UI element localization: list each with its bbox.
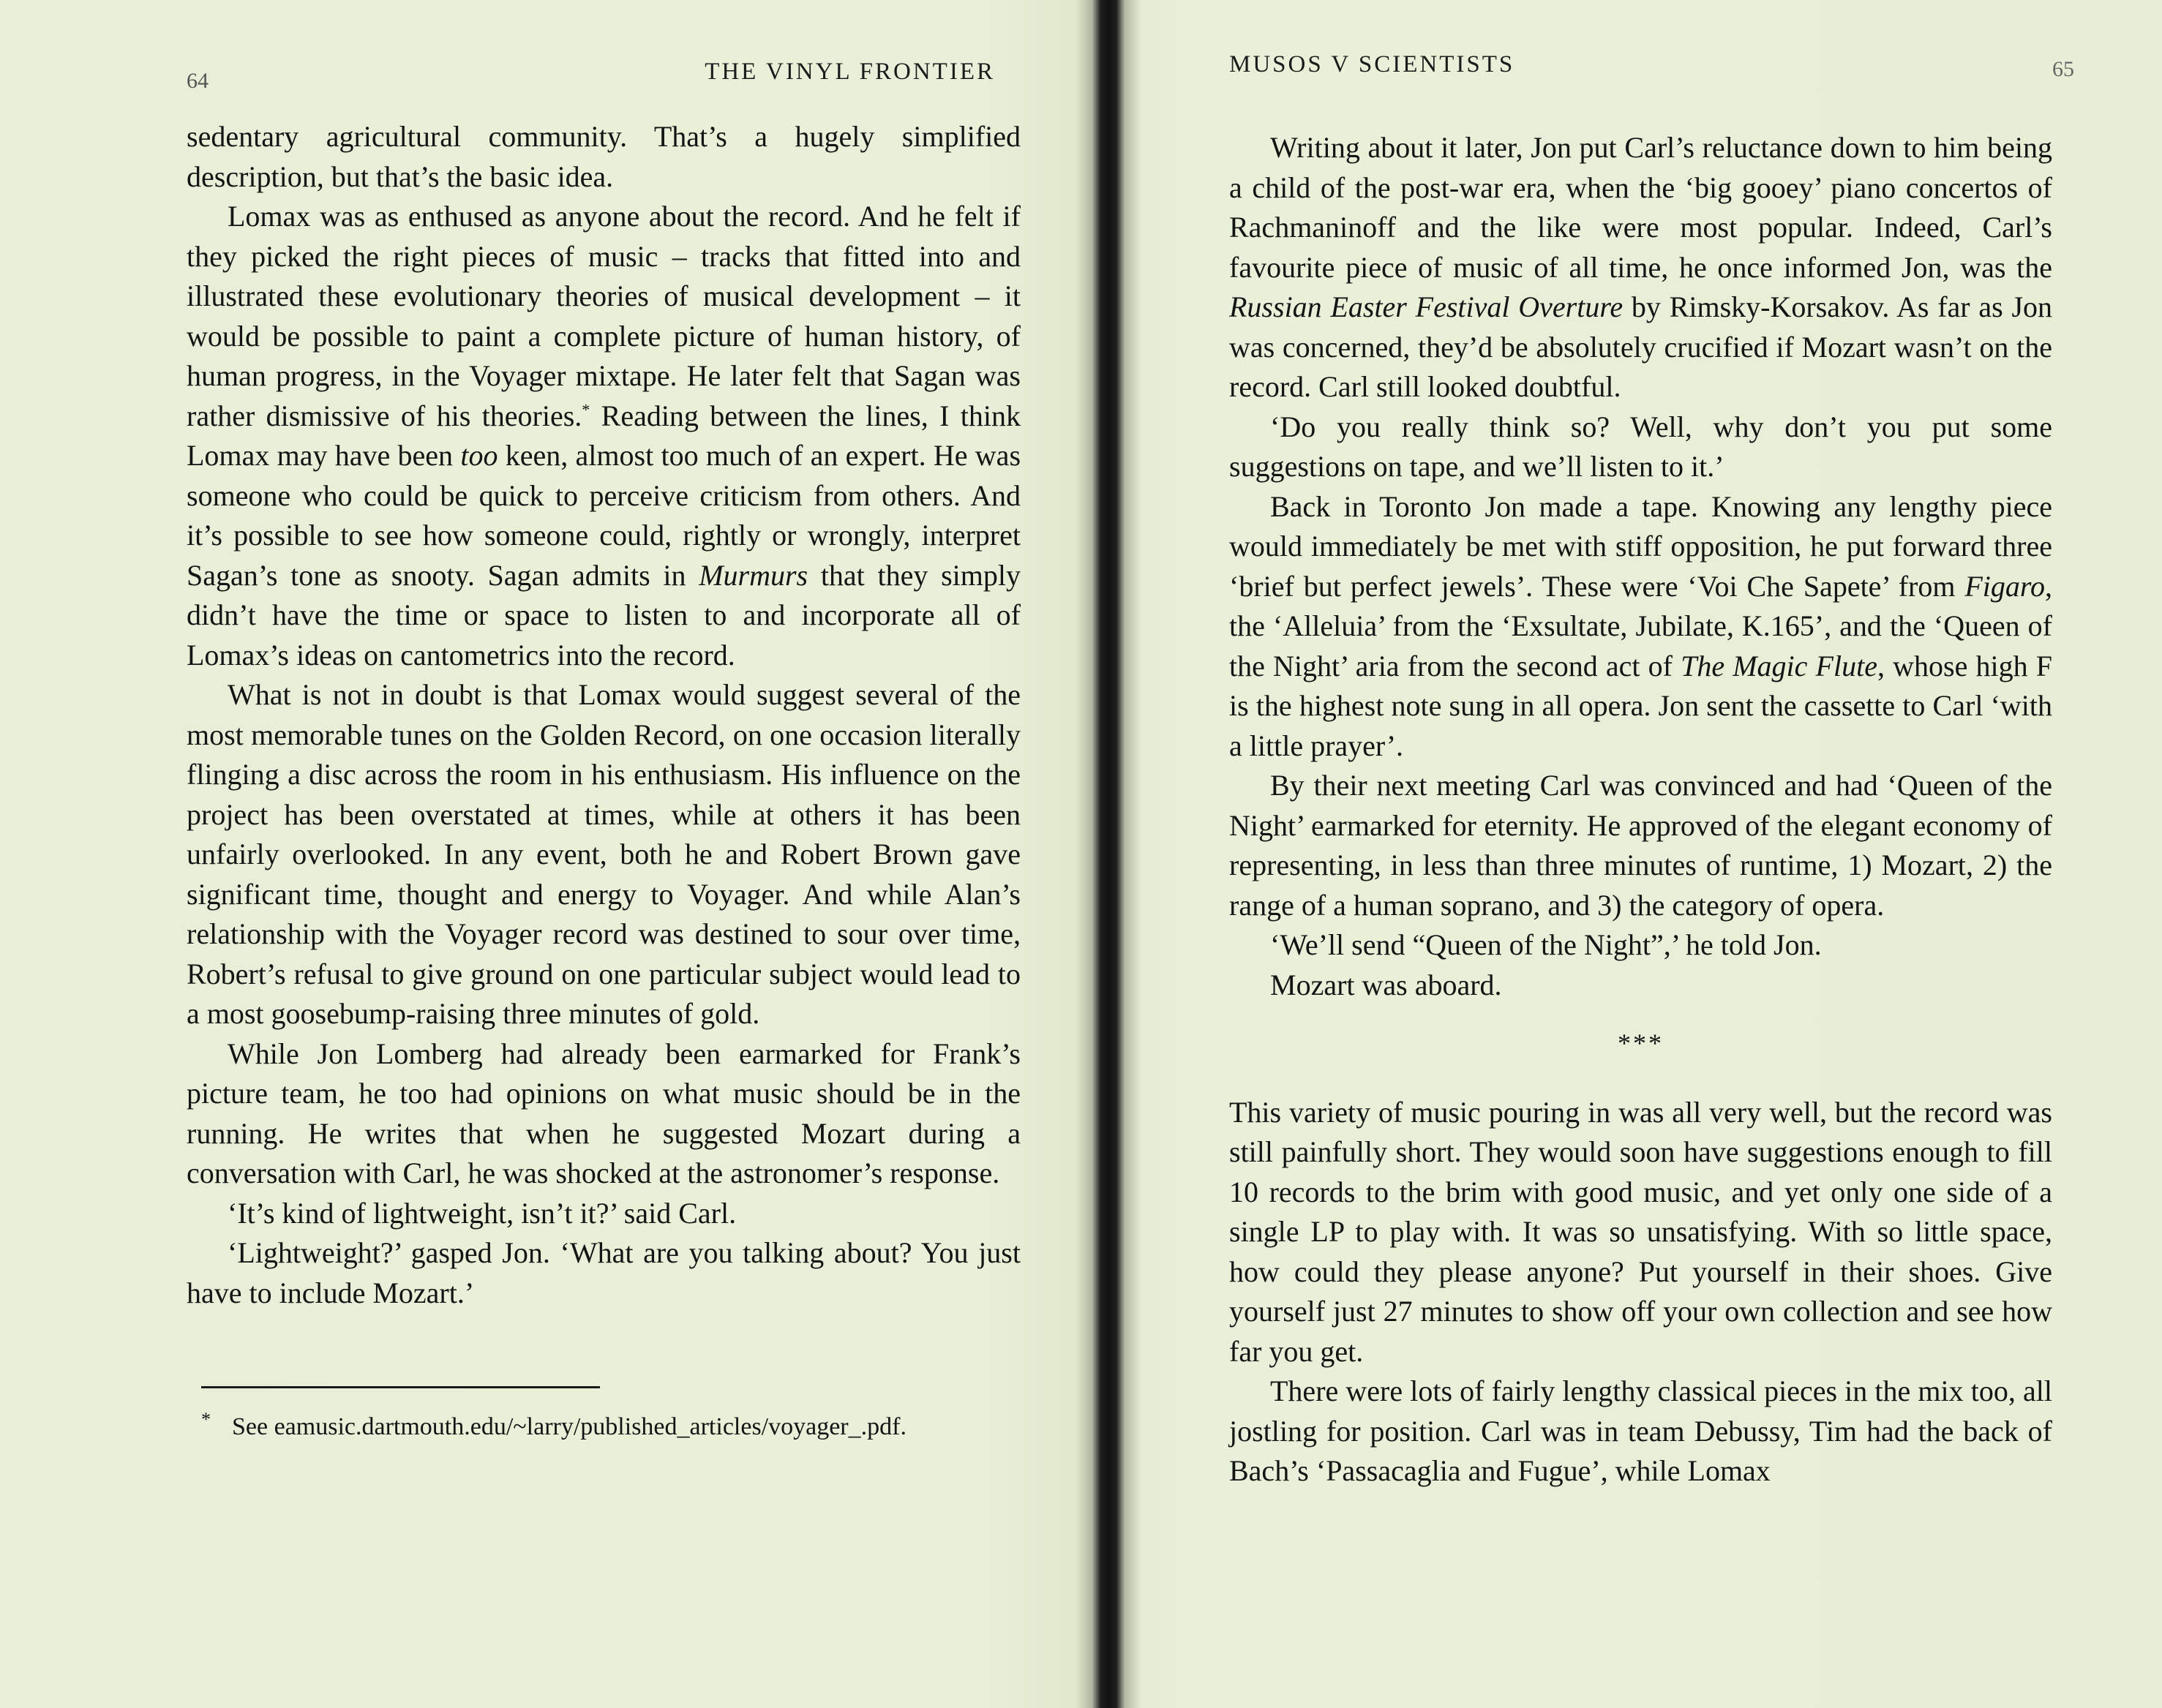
paragraph: ‘Lightweight?’ gasped Jon. ‘What are you talking about? You just have to include Mozart.’ — [187, 1236, 1021, 1309]
right-body-text — [1229, 128, 2052, 1491]
left-body-text — [187, 117, 1021, 1313]
paragraph: By their next meeting Carl was convinced and had ‘Queen of the Night’ earmarked for eternity. He approved of the elegant economy of representing, in less than three minutes of runtime, 1) Mozart, 2) the range of a human soprano, and 3) the category of opera. — [1229, 769, 2052, 922]
right-page-number: 65 — [2052, 57, 2074, 81]
paragraph: Mozart was aboard. — [1270, 968, 1502, 1001]
left-page-number: 64 — [187, 69, 209, 93]
right-running-head — [1229, 51, 2074, 95]
paragraph: sedentary agricultural community. That’s a hugely simplified description, but that’s the basic idea. — [187, 120, 1021, 193]
footnote-text: See eamusic.dartmouth.edu/~larry/published_articles/voyager_.pdf. — [232, 1413, 907, 1440]
left-running-title: THE VINYL FRONTIER — [705, 59, 995, 85]
paragraph: Writing about it later, Jon put Carl’s reluctance down to him being a child of the post-war era, when the ‘big gooey’ piano concertos of Rachmaninoff and the like were most popular. Indeed, Carl’s favourite piece of music of all time, he once informed Jon, was the Russian Easter Festival Overture by Rimsky-Korsakov. As far as Jon was concerned, they’d be absolutely crucified if Mozart wasn’t on the record. Carl still looked doubtful. — [1229, 131, 2053, 403]
footnote: * See eamusic.dartmouth.edu/~larry/published_articles/voyager_.pdf. — [201, 1408, 907, 1440]
paragraph: Back in Toronto Jon made a tape. Knowing any lengthy piece would immediately be met with stiff opposition, he put forward three ‘brief but perfect jewels’. These were ‘Voi Che Sapete’ from Figaro, the ‘Alleluia’ from the ‘Exsultate, Jubilate, K.165’, and the ‘Queen of the Night’ aria from the second act of The Magic Flute, whose high F is the highest note sung in all opera. Jon sent the cassette to Carl ‘with a little prayer’. — [1229, 489, 2052, 762]
left-running-head — [187, 59, 1046, 102]
paragraph: Lomax was as enthused as anyone about the record. And he felt if they picked the right pieces of music – tracks that fitted into and illustrated these evolutionary theories of musical development – it would be possible to paint a complete picture of human history, of human progress, in the Voyager mixtape. He later felt that Sagan was rather dismissive of his theories.* Reading between the lines, I think Lomax may have been too keen, almost too much of an expert. He was someone who could be quick to perceive criticism from others. And it’s possible to see how someone could, rightly or wrongly, interpret Sagan’s tone as snooty. Sagan admits in Murmurs that they simply didn’t have the time or space to listen to and incorporate all of Lomax’s ideas on cantometrics into the record. — [187, 200, 1021, 671]
paragraph: While Jon Lomberg had already been earmarked for Frank’s picture team, he too had opinions on what music should be in the running. He writes that when he suggested Mozart during a conversation with Carl, he was shocked at the astronomer’s response. — [187, 1037, 1021, 1189]
right-page — [1130, 0, 2162, 1708]
paragraph: There were lots of fairly lengthy classical pieces in the mix too, all jostling for position. Carl was in team Debussy, Tim had the back of Bach’s ‘Passacaglia and Fugue’, while Lomax — [1229, 1374, 2052, 1487]
footnote-reference: * — [582, 400, 590, 419]
paragraph: ‘It’s kind of lightweight, isn’t it?’ said Carl. — [228, 1196, 737, 1230]
paragraph: ‘Do you really think so? Well, why don’t you put some suggestions on tape, and we’ll listen to it.’ — [1229, 410, 2052, 483]
section-separator: *** — [1618, 1028, 1664, 1058]
paragraph: ‘We’ll send “Queen of the Night”,’ he told Jon. — [1270, 928, 1822, 961]
footnote-rule — [201, 1386, 600, 1388]
right-running-title: MUSOS V SCIENTISTS — [1229, 51, 1515, 78]
paragraph: What is not in doubt is that Lomax would suggest several of the most memorable tunes on the Golden Record, on one occasion literally flinging a disc across the room in his enthusiasm. His influence on the project has been overstated at times, while at others it has been unfairly overlooked. In any event, both he and Robert Brown gave significant time, thought and energy to Voyager. And while Alan’s relationship with the Voyager record was destined to sour over time, Robert’s refusal to give ground on one particular subject would lead to a most goosebump-raising three minutes of gold. — [187, 678, 1021, 1030]
paragraph: This variety of music pouring in was all very well, but the record was still painfully short. They would soon have suggestions enough to fill 10 records to the brim with good music, and yet only one side of a single LP to play with. It was so unsatisfying. With so little space, how could they please anyone? Put yourself in their shoes. Give yourself just 27 minutes to show off your own collection and see how far you get. — [1229, 1095, 2052, 1368]
